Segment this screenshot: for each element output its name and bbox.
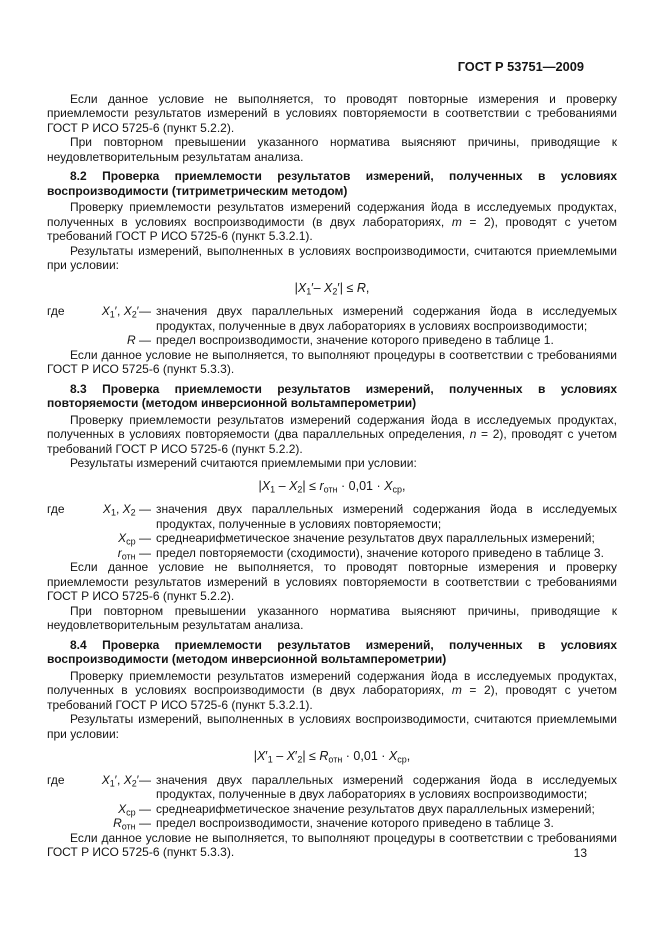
- section-heading-8-2: 8.2 Проверка приемлемости результатов измерений, полученных в условиях воспроизводимости (титриметрическим методом): [47, 169, 617, 198]
- section-heading-8-3: 8.3 Проверка приемлемости результатов измерений, полученных в условиях повторяемости (методом инверсионной вольтамперометрии): [47, 381, 617, 410]
- section-heading-8-4: 8.4 Проверка приемлемости результатов измерений, полученных в условиях воспроизводимости (методом инверсионной вольтамперометрии): [47, 637, 617, 666]
- term-definition: [47, 816, 617, 831]
- term-symbol: $X_{ср}$ —: [118, 801, 151, 817]
- term-symbol: $X_{ср}$ —: [118, 531, 151, 547]
- term-symbol: $X_1'$, $X_2'—$: [101, 304, 151, 320]
- paragraph-8-2-3: Если данное условие не выполняется, то выполняют процедуры в соответствии с требованиями ГОСТ Р ИСО 5725-6 (пункт 5.3.3).: [47, 347, 617, 376]
- terms-lead: где: [47, 304, 65, 318]
- paragraph-8-4-1: Проверку приемлемости результатов измерений содержания йода в исследуемых продуктах, полученных в условиях воспроизводимости (в двух лабораториях, m = 2), проводят с учетом требований ГОСТ Р ИСО 5725-6 (пункт 5.3.2.1).: [47, 668, 617, 712]
- term-description: значения двух параллельных измерений содержания йода в исследуемых продуктах, полученные в условиях повторяемости;: [156, 502, 617, 531]
- term-definition: [47, 773, 617, 802]
- term-definition: [47, 802, 617, 817]
- document-code: ГОСТ Р 53751—2009: [457, 59, 584, 74]
- terms-lead: где: [47, 772, 65, 787]
- term-definition: [47, 333, 617, 348]
- term-symbol: $R_{отн}$ —: [113, 816, 151, 832]
- term-description: значения двух параллельных измерений содержания йода в исследуемых продуктах, полученные в двух лабораториях в условиях воспроизводимости;: [156, 304, 617, 333]
- terms-block-8-3: [47, 502, 617, 560]
- term-symbol: $r_{отн}$ —: [117, 545, 151, 561]
- terms-block-8-2: [47, 304, 617, 348]
- term-description: среднеарифметическое значение результатов двух параллельных измерений;: [156, 801, 595, 816]
- formula-8-3: $|X_1 - X_2| \le r_{отн} \cdot 0,01 \cdot X_{ср}$,: [258, 478, 406, 494]
- paragraph-8-3-2: Результаты измерений считаются приемлемыми при условии:: [70, 456, 417, 470]
- paragraph-intro-2: При повторном превышении указанного норматива выясняют причины, приводящие к неудовлетворительным результатам анализа.: [47, 135, 617, 164]
- paragraph-intro-1: Если данное условие не выполняется, то проводят повторные измерения и проверку приемлемости результатов измерений в условиях повторяемости в соответствии с требованиями ГОСТ Р ИСО 5725-6 (пункт 5.2.2).: [47, 91, 617, 135]
- paragraph-8-2-2: Результаты измерений, выполненных в условиях воспроизводимости, считаются приемлемыми при условии:: [47, 243, 617, 272]
- term-description: значения двух параллельных измерений содержания йода в исследуемых продуктах, полученные в двух лабораториях в условиях воспроизводимости;: [156, 772, 617, 801]
- term-description: предел повторяемости (сходимости), значение которого приведено в таблице 3.: [156, 545, 604, 560]
- paragraph-8-3-1: Проверку приемлемости результатов измерений содержания йода в исследуемых продуктах, полученных в условиях повторяемости (два параллельных определения, n = 2), проводят с учетом требований ГОСТ Р ИСО 5725-6 (пункт 5.2.2).: [47, 412, 617, 456]
- paragraph-8-4-3: Если данное условие не выполняется, то выполняют процедуры в соответствии с требованиями ГОСТ Р ИСО 5725-6 (пункт 5.3.3).: [47, 830, 617, 859]
- paragraph-8-2-1: Проверку приемлемости результатов измерений содержания йода в исследуемых продуктах, полученных в условиях воспроизводимости (в двух лабораториях, m = 2), проводят с учетом требований ГОСТ Р ИСО 5725-6 (пункт 5.3.2.1).: [47, 200, 617, 243]
- term-definition: [47, 304, 617, 333]
- term-definition: [47, 531, 617, 546]
- term-definition: [47, 546, 617, 561]
- term-symbol: $X_1$, $X_2$ —: [102, 502, 151, 518]
- paragraph-8-4-2: Результаты измерений, выполненных в условиях воспроизводимости, считаются приемлемыми при условии:: [47, 712, 617, 741]
- term-symbol: R —: [126, 333, 151, 347]
- page-header: [47, 60, 617, 75]
- term-definition: [47, 502, 617, 531]
- term-description: среднеарифметическое значение результатов двух параллельных измерений;: [156, 531, 595, 545]
- paragraph-8-3-4: При повторном превышении указанного норматива выясняют причины, приводящие к неудовлетворительным результатам анализа.: [47, 603, 617, 632]
- term-description: предел воспроизводимости, значение которого приведено в таблице 3.: [156, 816, 554, 830]
- formula-8-4: $|X'_1 - X'_2| \le R_{отн} \cdot 0,01 \cdot X_{ср}$,: [253, 749, 411, 765]
- page-number: 13: [573, 846, 587, 860]
- formula-8-2: $|X_1'-$ $X_2'| \le R$,: [294, 280, 370, 296]
- terms-lead: где: [47, 502, 65, 516]
- term-symbol: $X_1'$, $X_2'—$: [101, 772, 151, 788]
- terms-block-8-4: [47, 773, 617, 831]
- term-description: предел воспроизводимости, значение которого приведено в таблице 1.: [156, 333, 554, 347]
- paragraph-8-3-3: Если данное условие не выполняется, то проводят повторные измерения и проверку приемлемости результатов измерений в условиях повторяемости в соответствии с требованиями ГОСТ Р ИСО 5725-6 (пункт 5.2.2).: [47, 560, 617, 603]
